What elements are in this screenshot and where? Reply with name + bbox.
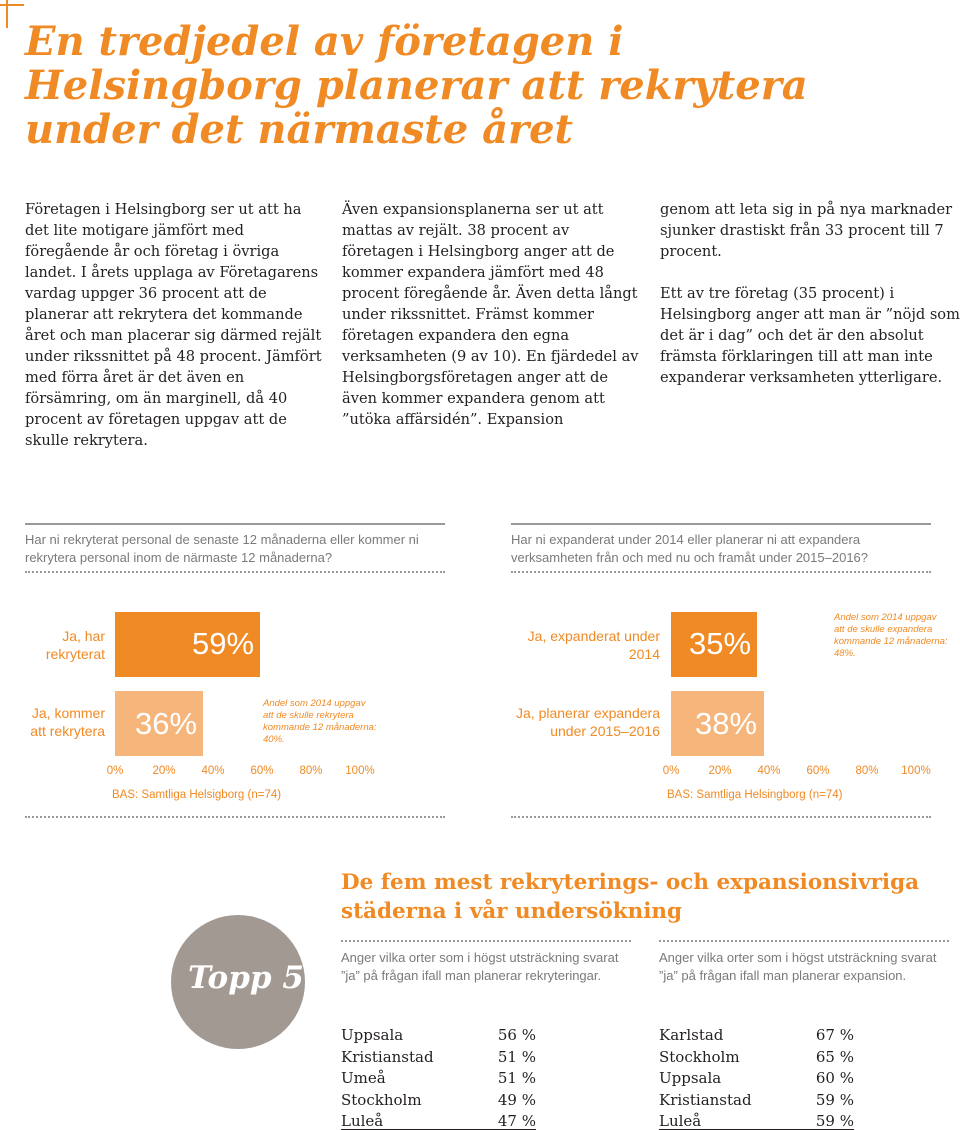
city-row bbox=[659, 1025, 854, 1047]
dotted-divider bbox=[659, 940, 949, 942]
bar-category-label: Ja, planerar expandera under 2015–2016 bbox=[516, 705, 660, 739]
city-percent: 67 % bbox=[815, 1026, 854, 1044]
intro-column-3 bbox=[660, 199, 960, 388]
city-name: Kristianstad bbox=[659, 1090, 752, 1109]
x-tick-label: 40% bbox=[201, 765, 225, 777]
question-top-rule bbox=[511, 523, 931, 525]
x-tick-label: 0% bbox=[662, 765, 680, 777]
x-tick-label: 80% bbox=[855, 765, 879, 777]
bar-category-label: Ja, kommer att rekrytera bbox=[30, 705, 105, 739]
corner-mark-horizontal bbox=[0, 4, 24, 6]
city-name: Luleå bbox=[659, 1112, 702, 1130]
city-row bbox=[341, 1090, 536, 1112]
intro-paragraph: genom att leta sig in på nya marknader sjunker drastiskt från 33 procent till 7 procent. bbox=[660, 201, 953, 260]
section-title: De fem mest rekryterings- och expansionsivriga städerna i vår undersökning bbox=[341, 870, 920, 924]
x-tick-label: 100% bbox=[901, 765, 931, 777]
x-tick-label: 40% bbox=[757, 765, 781, 777]
recruit-city-table bbox=[341, 1025, 536, 1130]
city-row bbox=[341, 1111, 536, 1130]
x-axis bbox=[662, 763, 931, 781]
city-name: Umeå bbox=[341, 1069, 386, 1087]
x-tick-label: 60% bbox=[250, 765, 274, 777]
city-name: Stockholm bbox=[341, 1090, 422, 1109]
chart-base-note: BAS: Samtliga Helsigborg (n=74) bbox=[112, 789, 282, 801]
intro-paragraph: Företagen i Helsingborg ser ut att ha det lite motigare jämfört med föregående år och företag i övriga landet. I årets upplaga av Företagarens vardag uppger 36 procent att de planerar att rekrytera det kommande året och man placerar sig därmed rejält under rikssnittet på 48 procent. Jämfört med förra året är det även en försämring, om än marginell, då 40 procent av företagen uppgav att de skulle rekrytera. bbox=[25, 201, 322, 449]
bar-track bbox=[671, 691, 916, 756]
bar-value-label: 35% bbox=[689, 626, 752, 661]
intro-paragraph: Ett av tre företag (35 procent) i Helsingborg anger att man är ”nöjd som det är i dag” och det är den absolut främsta förklaringen till att man inte expanderar verksamheten ytterligare. bbox=[660, 285, 960, 386]
bar-value-label: 38% bbox=[695, 706, 758, 741]
city-row bbox=[659, 1047, 854, 1069]
page-title: En tredjedel av företagen i Helsingborg planerar att rekrytera under det närmaste året bbox=[25, 18, 808, 153]
topp5-badge-label: Topp 5 bbox=[188, 960, 304, 996]
city-row bbox=[341, 1025, 536, 1047]
city-row bbox=[341, 1047, 536, 1069]
dotted-divider bbox=[25, 571, 445, 573]
city-name: Stockholm bbox=[659, 1047, 740, 1066]
city-percent: 49 % bbox=[497, 1090, 536, 1109]
x-tick-label: 60% bbox=[806, 765, 830, 777]
city-percent: 65 % bbox=[815, 1047, 854, 1066]
intro-paragraph: Även expansionsplanerna ser ut att mattas av rejält. 38 procent av företagen i Helsingborg anger att de kommer expandera jämfört med 48 procent föregående år. Även detta långt under rikssnittet. Främst kommer företagen expandera den egna verksamheten (9 av 10). En fjärdedel av Helsingborgsföretagen anger att de även kommer expandera genom att ”utöka affärsidén”. Expansion bbox=[342, 201, 639, 428]
x-tick-label: 20% bbox=[708, 765, 732, 777]
dotted-divider bbox=[511, 571, 931, 573]
x-tick-label: 20% bbox=[152, 765, 176, 777]
dotted-divider bbox=[25, 816, 445, 818]
city-percent: 59 % bbox=[815, 1112, 854, 1130]
bar-value-label: 59% bbox=[192, 626, 255, 661]
x-tick-label: 100% bbox=[345, 765, 375, 777]
chart-annotation: Andel som 2014 uppgav att de skulle rekrytera kommande 12 månaderna: 40%. bbox=[263, 698, 377, 745]
city-percent: 51 % bbox=[497, 1047, 536, 1066]
city-name: Luleå bbox=[341, 1112, 384, 1130]
city-row bbox=[659, 1068, 854, 1090]
city-percent: 59 % bbox=[815, 1090, 854, 1109]
chart-annotation: Andel som 2014 uppgav att de skulle expandera kommande 12 månaderna: 48%. bbox=[834, 612, 948, 659]
chart-question: Har ni expanderat under 2014 eller planerar ni att expandera verksamheten från och med nu och framåt under 2015–2016? bbox=[511, 532, 869, 565]
chart-base-note: BAS: Samtliga Helsingborg (n=74) bbox=[667, 789, 843, 801]
expand-question: Anger vilka orter som i högst utsträckning svarat ”ja” på frågan ifall man planerar expansion. bbox=[659, 950, 937, 983]
recruit-question: Anger vilka orter som i högst utsträckning svarat ”ja” på frågan ifall man planerar rekryteringar. bbox=[341, 950, 619, 983]
expand-city-table bbox=[659, 1025, 854, 1130]
dotted-divider bbox=[511, 816, 931, 818]
city-row bbox=[659, 1090, 854, 1112]
city-percent: 56 % bbox=[497, 1026, 536, 1044]
dotted-divider bbox=[341, 940, 631, 942]
bar-value-label: 36% bbox=[135, 706, 198, 741]
bar-category-label: Ja, expanderat under 2014 bbox=[527, 628, 660, 662]
city-percent: 51 % bbox=[497, 1069, 536, 1087]
city-name: Karlstad bbox=[659, 1026, 724, 1044]
city-row bbox=[659, 1111, 854, 1130]
question-top-rule bbox=[25, 523, 445, 525]
intro-column-1 bbox=[25, 199, 325, 451]
x-tick-label: 80% bbox=[299, 765, 323, 777]
city-name: Uppsala bbox=[659, 1069, 722, 1087]
city-percent: 60 % bbox=[815, 1069, 854, 1087]
x-axis bbox=[106, 763, 375, 781]
city-percent: 47 % bbox=[497, 1112, 536, 1130]
chart-question: Har ni rekryterat personal de senaste 12 månaderna eller kommer ni rekrytera personal inom de närmaste 12 månaderna? bbox=[25, 532, 419, 565]
city-name: Uppsala bbox=[341, 1026, 404, 1044]
corner-mark-vertical bbox=[6, 0, 8, 28]
intro-column-2 bbox=[342, 199, 642, 430]
x-tick-label: 0% bbox=[106, 765, 124, 777]
bar-category-label: Ja, har rekryterat bbox=[45, 628, 105, 662]
bar-track bbox=[115, 612, 360, 677]
city-row bbox=[341, 1068, 536, 1090]
city-name: Kristianstad bbox=[341, 1047, 434, 1066]
